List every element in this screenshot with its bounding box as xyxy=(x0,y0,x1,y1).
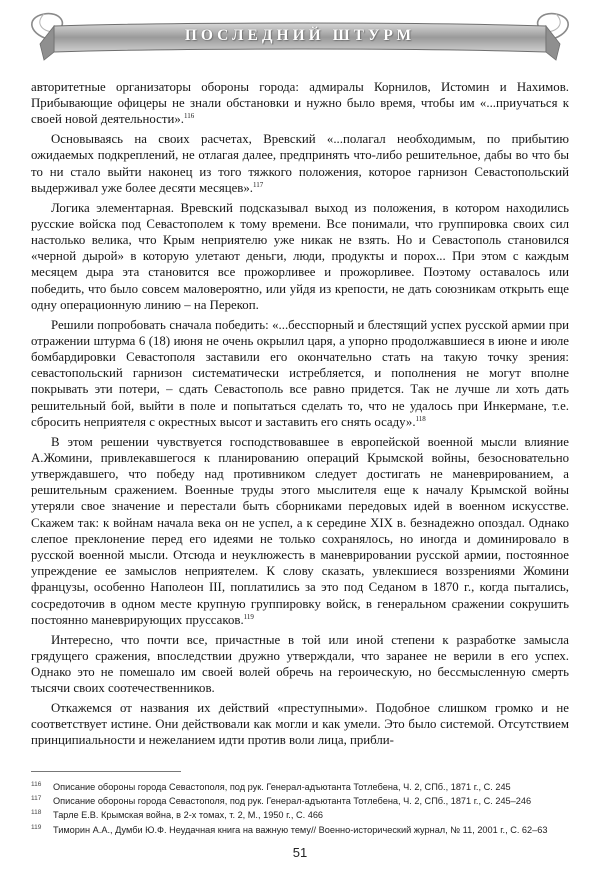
footnote-text: Описание обороны города Севастополя, под рук. Генерал-адъютанта Тотлебена, Ч. 2, СПб., 1871 г., С. 245–246 xyxy=(53,796,532,807)
footnote xyxy=(31,808,571,822)
footnote-ref: 118 xyxy=(415,414,426,423)
footnotes xyxy=(31,780,571,837)
footnote-text: Тиморин А.А., Думби Ю.Ф. Неудачная книга на важную тему// Военно-исторический журнал, № 11, 2001 г., С. 62–63 xyxy=(53,824,548,835)
chapter-title: ПОСЛЕДНИЙ ШТУРМ xyxy=(184,27,416,44)
paragraph: Решили попробовать сначала победить: «...бесспорный и блестящий успех русской армии при отражении штурма 6 (18) июня не очень окрылил царя, а упорно продолжавшиеся в июне и июле бомбардировки Севастополя заставили его окончательно стать на такую точку зрения: севастопольский гарнизон систематически истребляется, и пополнения не могут вполне покрывать эти потери, – сдать Севастополь все равно придется. Так не лучше ли хоть дать решительный бой, выйти в поле и попытаться сделать то, что не удалось при Инкермане, т.е. сбросить неприятеля с окрестных высот и заставить его снять осаду».$^{118}$ xyxy=(31,317,569,429)
paragraph: авторитетные организаторы обороны города: адмиралы Корнилов, Истомин и Нахимов. Прибывающие офицеры не знали обстановки и нужно было время, чтобы им «...приучаться к своей новой деятельности».$^{116}$ xyxy=(31,80,569,127)
footnote-number: 117 xyxy=(31,795,42,803)
footnote-number: 118 xyxy=(31,809,42,817)
footnote-number: 119 xyxy=(31,823,42,831)
footnote xyxy=(31,780,571,794)
paragraph: Откажемся от названия их действий «преступными». Подобное слишком громко и не соответствует истине. Они действовали как могли и как умели. Это было системой. Отсутствием принципиальности и нежеланием идти против воли лица, прибли- xyxy=(31,701,569,748)
footnote-ref: 117 xyxy=(253,180,264,189)
footnote-number: 116 xyxy=(31,781,42,788)
footnote-divider xyxy=(31,771,181,772)
page-number: 51 xyxy=(292,845,308,860)
footnote xyxy=(31,794,571,808)
paragraph: В этом решении чувствуется господствовавшее в европейской военной мысли влияние А.Жомини, привлекавшегося к планированию операций Крымской войны, безосновательно утверждавшего, что победу над противником следует достигать не маневрированием, а решительным сражением. Военные труды этого мыслителя еще к началу Крымской войны утеряли свое значение и перестали быть сборниками передовых идей в военном искусстве. Скажем так: к войнам начала века он не успел, а к середине XIX в. безнадежно опоздал. Однако слепое преклонение перед его идеями не только сохранялось, но иногда и доминировало в русской военной мысли. Отсюда и неуклюжесть в маневрировании русской армии, постоянное упреждение ее замыслов неприятелем. К слову сказать, увлекшиеся воззрениями Жомини французы, особенно Наполеон III, поплатились за это под Седаном в 1870 г., когда пытались, сосредоточив в одном месте крупную группировку войск, в генеральном сражении сокрушить постоянно маневрирующих пруссаков.$^{119}$ xyxy=(31,434,569,627)
footnote-ref: 116 xyxy=(183,112,195,121)
footnote-ref: 119 xyxy=(243,612,254,621)
footnote-text: Описание обороны города Севастополя, под рук. Генерал-адъютанта Тотлебена, Ч. 2, СПб., 1871 г., С. 245 xyxy=(53,782,511,792)
paragraph: Основываясь на своих расчетах, Вревский «...полагал необходимым, по прибытию ожидаемых подкреплений, не отлагая далее, предпринять что-либо решительное, дабы во что бы то ни стало выйти наконец из того тяжкого положения, которое гарнизон Севастопольский выдерживал уже более десяти месяцев».$^{117}$ xyxy=(31,132,569,195)
paragraph: Логика элементарная. Вревский подсказывал выход из положения, в котором находились русские войска под Севастополем к тому времени. Все понимали, что группировка своих сил настолько велика, что Крым неприятелю уже никак не взять. Но и Севастополь становился «черной дырой» в которую улетают деньги, люди, продукты и порох... При этом с каждым месяцем дыра эта становится все прожорливее и прожорливее. Поэтому оставалось или победить, что было совсем маловероятно, или уйдя из крепости, не дать союзникам открыть еще одну операционную линию – на Перекоп. xyxy=(31,200,569,312)
chapter-header-banner xyxy=(0,0,600,72)
footnote xyxy=(31,823,571,837)
footnote-text: Тарле Е.В. Крымская война, в 2-х томах, т. 2, М., 1950 г., С. 466 xyxy=(53,810,324,821)
paragraph: Интересно, что почти все, причастные в той или иной степени к разработке замысла грядущего сражения, впоследствии дружно утверждали, что заранее не верили в его успех. Однако это не помешало им своей волей обречь на героическую, но бессмысленную смерть тысячи своих соотечественников. xyxy=(31,632,569,696)
body-text xyxy=(31,79,569,752)
